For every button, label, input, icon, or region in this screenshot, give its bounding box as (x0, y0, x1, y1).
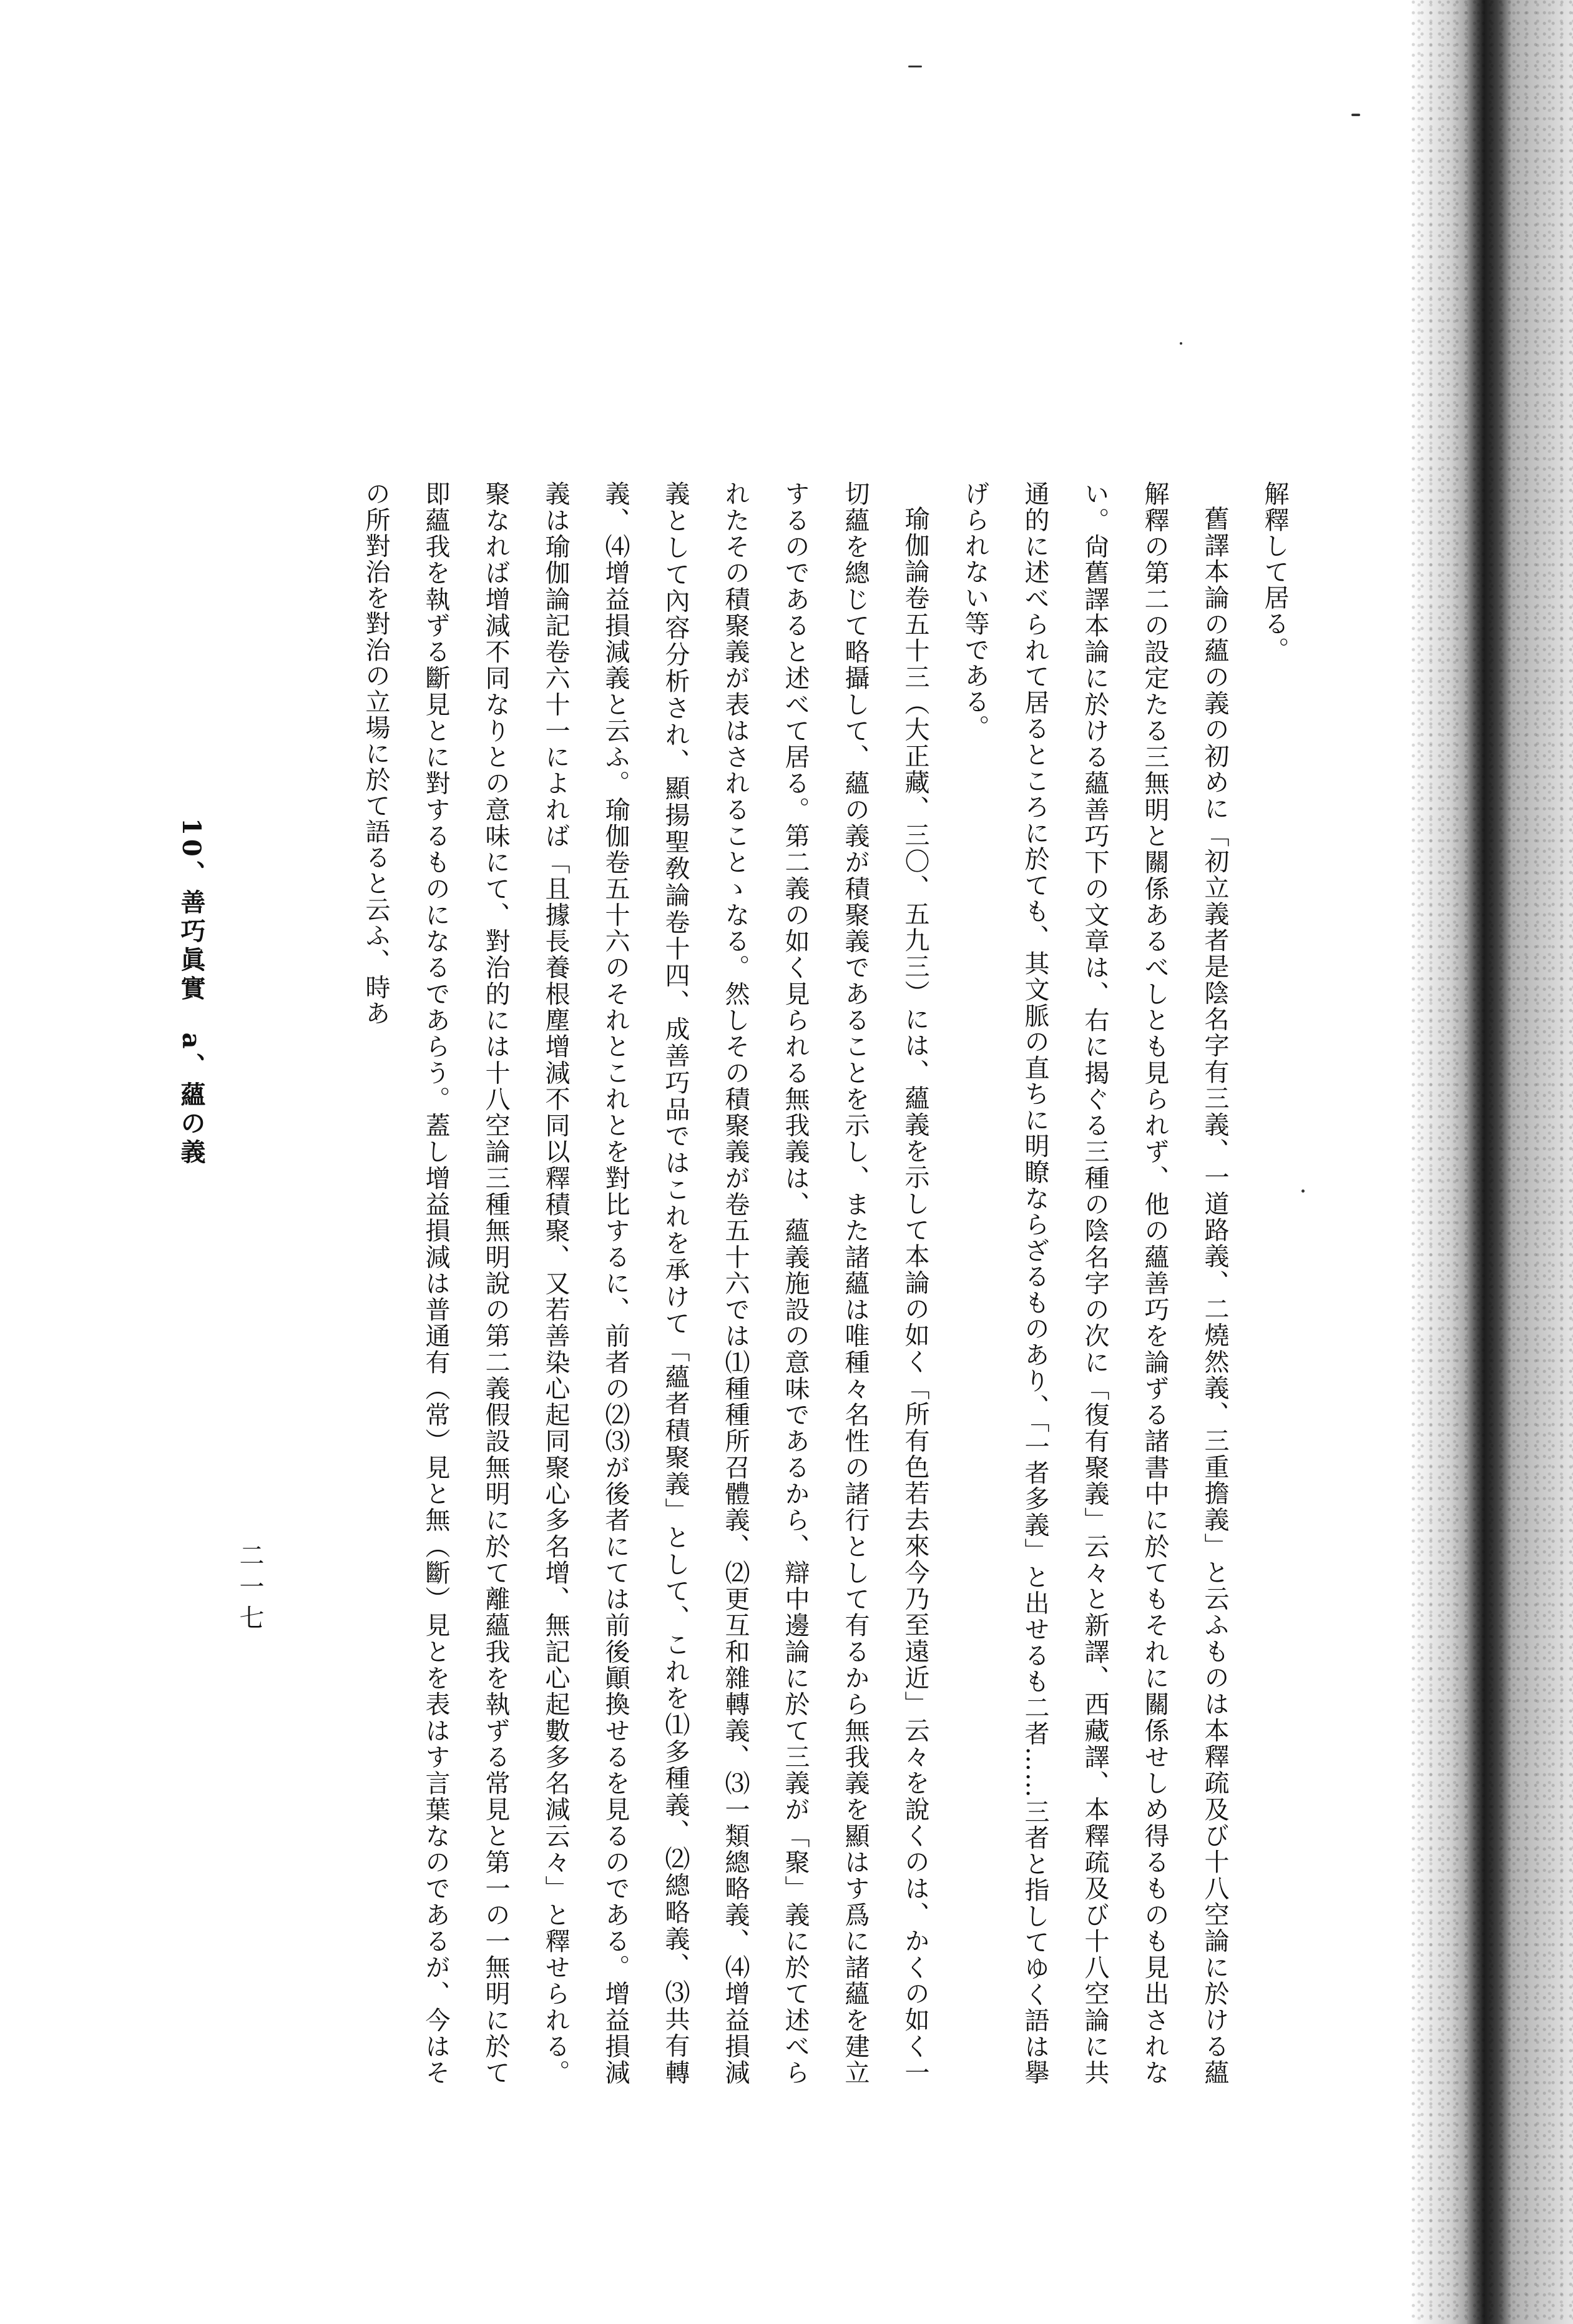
scan-speck (1180, 342, 1182, 345)
page-number: 二一七 (235, 1542, 264, 1636)
paragraph-yogacara: 瑜伽論卷五十三（大正藏、三〇、五九三）には、蘊義を示して本論の如く「所有色若去來今乃至遠近」云々を說くのは、かくの如く一切蘊を總じて略攝して、蘊の義が積聚義であることを示し、また諸蘊は唯種々名性の諸行として有るから無我義を顯はす爲に諸蘊を建立するのであると述べて居る。第二義の如く見られる無我義は、蘊義施設の意味であるから、辯中邊論に於て三義が「聚」義に於て述べられたその積聚義が表はされることゝなる。然しその積聚義が卷五十六では⑴種種所召體義、⑵更互和雜轉義、⑶一類總略義、⑷增益損減義として內容分析され、顯揚聖敎論卷十四、成善巧品ではこれを承けて「蘊者積聚義」として、これを⑴多種義、⑵總略義、⑶共有轉義、⑷增益損減義と云ふ。瑜伽卷五十六のそれとこれとを對比するに、前者の⑵⑶が後者にては前後顚換せるを見るのである。增益損減義は瑜伽論記卷六十一によれば「且據長養根塵增減不同以釋積聚、又若善染心起同聚心多名增、無記心起數多名減云々」と釋せられる。聚なれば增減不同なりとの意味にて、對治的には十八空論三種無明說の第二義假設無明に於て離蘊我を執ずる常見と第一の一無明に於て即蘊我を執ずる斷見とに對するものになるであらう。蓋し增益損減は普通有（常）見と無（斷）見とを表はす言葉なのであるが、今はその所對治を對治の立場に於て語ると云ふ、時あ (361, 481, 929, 2085)
binding-shadow (1411, 0, 1573, 2324)
scan-speck (908, 66, 922, 67)
body-text (346, 481, 1305, 2085)
scan-speck (1351, 114, 1360, 116)
paragraph-old-translation: 舊譯本論の蘊の義の初めに「初立義者是陰名字有三義、一道路義、二燒然義、三重擔義」と云ふものは本釋疏及び十八空論に於ける蘊解釋の第二の設定たる三無明と關係あるべしとも見られず、他の蘊善巧を論ずる諸書中に於てもそれに關係せしめ得るものも見出されない。尙舊譯本論に於ける蘊善巧下の文章は、右に揭ぐる三種の陰名字の次に「復有聚義」云々と新譯、西藏譯、本釋疏及び十八空論に共通的に述べられて居るところに於ても、其文脈の直ちに明瞭ならざるものあり、「一者多義」と出せるも二者……三者と指してゆく語は擧げられない等である。 (961, 481, 1229, 2085)
binding-dark-band (1467, 0, 1511, 2324)
paragraph-continuation: 解釋して居る。 (1260, 481, 1289, 663)
scan-speck (1301, 1189, 1305, 1193)
running-section-title: 10、善巧眞實 a、蘊の義 (177, 818, 206, 1168)
